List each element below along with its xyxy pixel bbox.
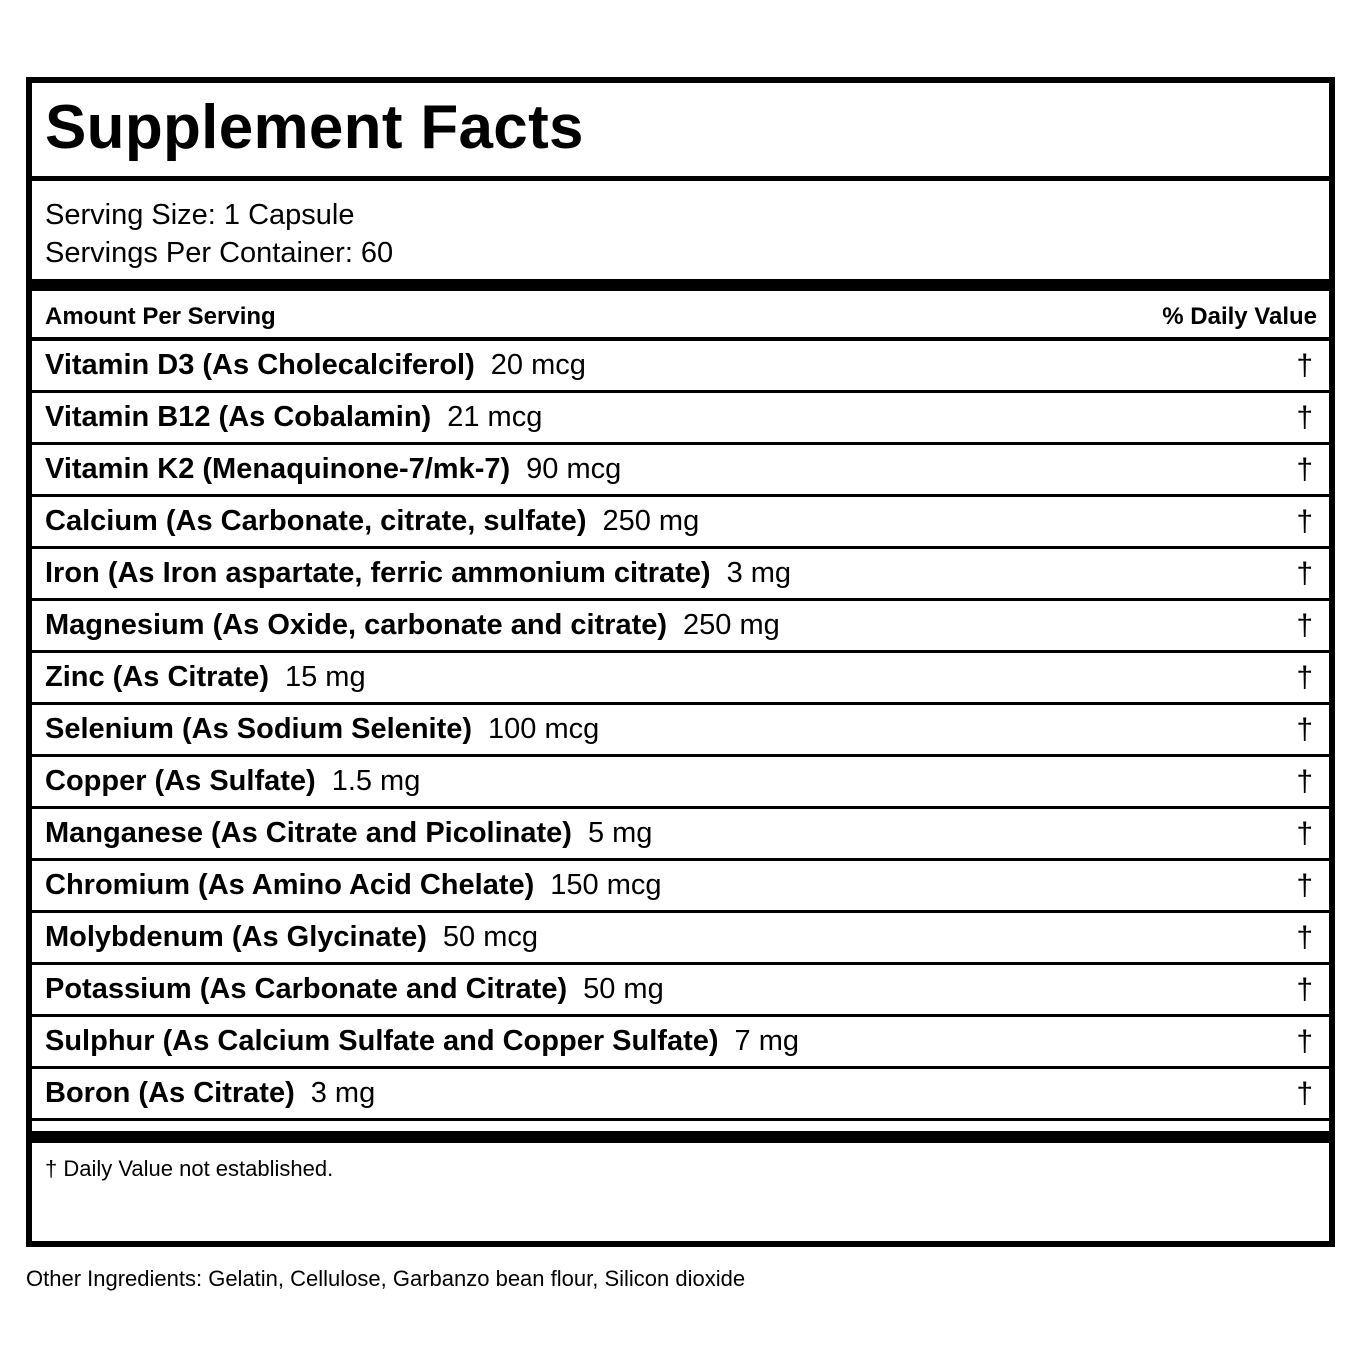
nutrient-row — [32, 1069, 1329, 1121]
nutrient-name: Magnesium (As Oxide, carbonate and citrate) — [45, 609, 668, 641]
nutrient-daily-value: † — [1296, 817, 1313, 850]
nutrient-amount: 7 mg — [734, 1025, 799, 1057]
nutrient-row — [32, 757, 1329, 809]
nutrient-text — [45, 559, 791, 588]
serving-size: Serving Size: 1 Capsule — [45, 199, 355, 231]
nutrient-daily-value: † — [1296, 765, 1313, 798]
title-block — [32, 83, 1329, 181]
nutrient-row — [32, 705, 1329, 757]
amount-per-serving-header-row — [32, 291, 1329, 341]
nutrient-daily-value: † — [1296, 505, 1313, 538]
nutrient-row — [32, 861, 1329, 913]
nutrient-name: Vitamin D3 (As Cholecalciferol) — [45, 349, 475, 381]
nutrient-name: Potassium (As Carbonate and Citrate) — [45, 973, 568, 1005]
nutrient-name: Selenium (As Sodium Selenite) — [45, 713, 473, 745]
nutrient-text — [45, 715, 599, 744]
nutrient-row — [32, 445, 1329, 497]
nutrient-name: Calcium (As Carbonate, citrate, sulfate) — [45, 505, 587, 537]
nutrient-amount: 90 mcg — [526, 453, 622, 485]
nutrient-daily-value: † — [1296, 1077, 1313, 1110]
nutrient-amount: 5 mg — [587, 817, 653, 849]
nutrient-amount: 250 mg — [683, 609, 780, 641]
nutrient-amount: 250 mg — [602, 505, 700, 537]
footnote: † Daily Value not established. — [45, 1156, 334, 1181]
nutrient-daily-value: † — [1296, 557, 1313, 590]
nutrient-name: Iron (As Iron aspartate, ferric ammonium citrate) — [45, 557, 711, 589]
nutrient-text — [45, 507, 699, 536]
nutrient-name: Vitamin B12 (As Cobalamin) — [45, 401, 432, 433]
supplement-facts-label — [26, 77, 1335, 1247]
nutrient-amount: 21 mcg — [447, 401, 543, 433]
nutrient-name: Boron (As Citrate) — [45, 1077, 295, 1109]
spacer-row — [32, 1121, 1329, 1131]
servings-per-container: Servings Per Container: 60 — [45, 237, 394, 269]
serving-info — [32, 181, 1329, 279]
daily-value-header: % Daily Value — [1162, 303, 1317, 330]
nutrient-daily-value: † — [1296, 869, 1313, 902]
nutrient-row — [32, 965, 1329, 1017]
nutrient-name: Sulphur (As Calcium Sulfate and Copper Sulfate) — [45, 1025, 719, 1057]
nutrient-name: Chromium (As Amino Acid Chelate) — [45, 869, 535, 901]
nutrient-row — [32, 601, 1329, 653]
nutrient-text — [45, 663, 366, 692]
nutrient-text — [45, 871, 662, 900]
nutrient-daily-value: † — [1296, 713, 1313, 746]
nutrient-amount: 15 mg — [284, 661, 366, 693]
nutrient-name: Molybdenum (As Glycinate) — [45, 921, 427, 953]
nutrient-amount: 20 mcg — [490, 349, 586, 381]
nutrient-amount: 3 mg — [726, 557, 792, 589]
nutrient-amount: 50 mg — [583, 973, 664, 1005]
nutrient-name: Zinc (As Citrate) — [45, 661, 269, 693]
nutrient-daily-value: † — [1296, 453, 1313, 486]
nutrient-row — [32, 549, 1329, 601]
nutrient-row — [32, 497, 1329, 549]
nutrient-amount: 1.5 mg — [331, 765, 421, 797]
nutrient-daily-value: † — [1296, 661, 1313, 694]
thick-divider-top — [32, 279, 1329, 291]
nutrient-row — [32, 809, 1329, 861]
nutrient-daily-value: † — [1296, 1025, 1313, 1058]
nutrient-amount: 3 mg — [310, 1077, 376, 1109]
nutrient-text — [45, 351, 586, 380]
nutrient-daily-value: † — [1296, 921, 1313, 954]
nutrient-daily-value: † — [1296, 349, 1313, 382]
nutrient-amount: 100 mcg — [488, 713, 600, 745]
nutrient-name: Manganese (As Citrate and Picolinate) — [45, 817, 572, 849]
nutrient-text — [45, 1027, 799, 1056]
nutrient-text — [45, 767, 420, 796]
nutrient-name: Copper (As Sulfate) — [45, 765, 316, 797]
nutrient-amount: 150 mcg — [550, 869, 662, 901]
nutrient-text — [45, 819, 652, 848]
nutrient-daily-value: † — [1296, 609, 1313, 642]
nutrient-daily-value: † — [1296, 973, 1313, 1006]
nutrient-text — [45, 1079, 375, 1108]
nutrient-row — [32, 653, 1329, 705]
nutrient-text — [45, 403, 542, 432]
thick-divider-bottom — [32, 1131, 1329, 1143]
nutrient-row — [32, 1017, 1329, 1069]
nutrient-amount: 50 mcg — [442, 921, 538, 953]
nutrient-text — [45, 975, 664, 1004]
nutrient-text — [45, 611, 780, 640]
amount-per-serving-header: Amount Per Serving — [45, 303, 276, 330]
nutrient-row — [32, 341, 1329, 393]
other-ingredients: Other Ingredients: Gelatin, Cellulose, Garbanzo bean flour, Silicon dioxide — [26, 1266, 746, 1291]
nutrient-text — [45, 455, 621, 484]
nutrient-text — [45, 923, 538, 952]
nutrient-daily-value: † — [1296, 401, 1313, 434]
label-title: Supplement Facts — [45, 93, 584, 162]
nutrient-row — [32, 913, 1329, 965]
nutrient-row — [32, 393, 1329, 445]
nutrient-list — [32, 341, 1329, 1121]
nutrient-name: Vitamin K2 (Menaquinone-7/mk-7) — [45, 453, 511, 485]
